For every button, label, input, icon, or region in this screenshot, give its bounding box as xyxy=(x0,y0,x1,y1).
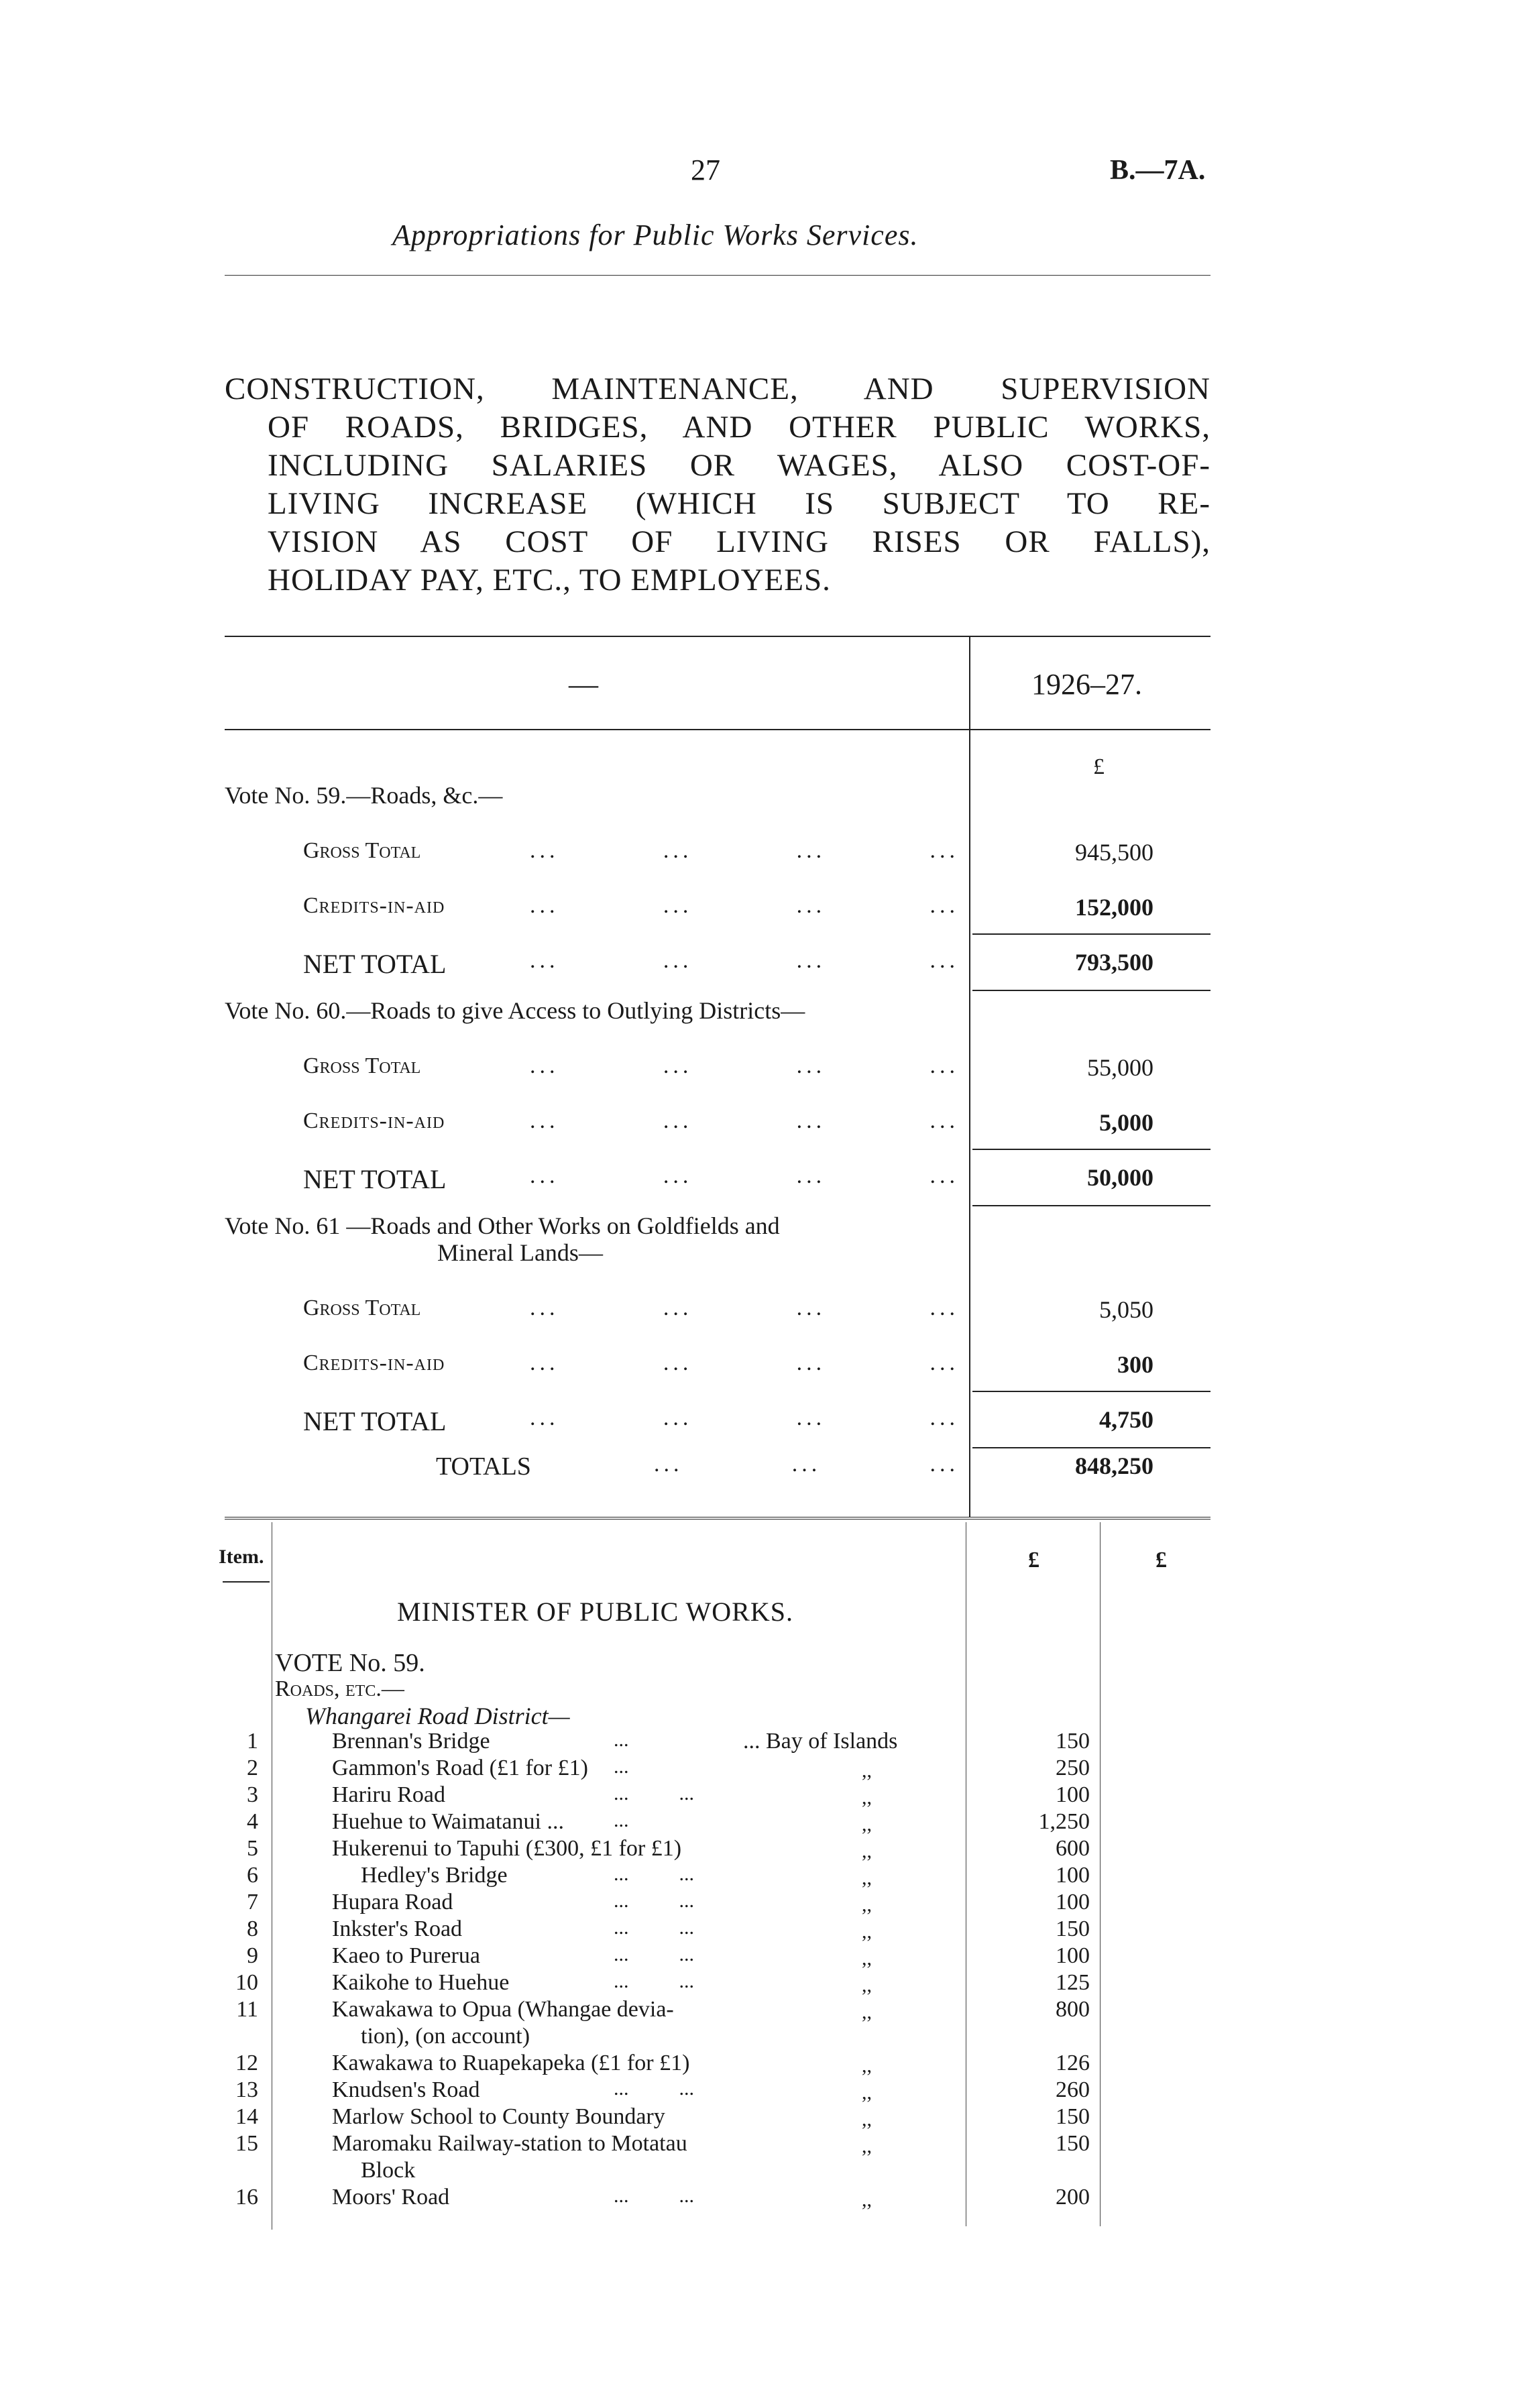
subtotal-rule xyxy=(972,1149,1210,1150)
minister-heading: MINISTER OF PUBLIC WORKS. xyxy=(397,1597,793,1627)
item-county: ,, xyxy=(862,2081,872,2104)
leader-dots: ... ... xyxy=(614,1970,694,1992)
item-description: Kaikohe to Huehue xyxy=(332,1970,510,1995)
summary-header-rule xyxy=(225,729,1210,730)
item-description: Hedley's Bridge xyxy=(361,1863,508,1888)
leader-dots: ... xyxy=(614,1809,629,1831)
pound-column-header-1: £ xyxy=(1028,1548,1039,1572)
item-number: 10 xyxy=(235,1970,258,1995)
heading-line: VISION AS COST OF LIVING RISES OR FALLS), xyxy=(268,524,1210,559)
item-amount: 1,250 xyxy=(1038,1809,1090,1834)
item-county: ,, xyxy=(862,2055,872,2077)
net-total-label: NET TOTAL xyxy=(303,1164,447,1194)
totals-label: TOTALS xyxy=(436,1452,531,1481)
item-amount: 125 xyxy=(1056,1970,1090,1995)
roads-subheading: Roads, etc.— xyxy=(275,1676,404,1701)
leader-dots: ... ... xyxy=(614,1890,694,1912)
summary-bottom-rule xyxy=(225,1517,1210,1520)
item-number: 16 xyxy=(235,2185,258,2210)
item-description: Moors' Road xyxy=(332,2185,450,2210)
item-description: Hariru Road xyxy=(332,1782,446,1807)
item-number: 14 xyxy=(235,2104,258,2129)
credits-in-aid-label: Credits-in-aid xyxy=(303,893,445,918)
net-total-rule xyxy=(972,990,1210,991)
leader-dots: ... ... xyxy=(614,1863,694,1885)
summary-year-header: 1926–27. xyxy=(1031,668,1142,701)
item-county: ,, xyxy=(862,1894,872,1916)
item-county: ,, xyxy=(862,1840,872,1862)
item-county: ,, xyxy=(862,1786,872,1809)
heading-line: CONSTRUCTION, MAINTENANCE, AND SUPERVISION xyxy=(225,371,1210,406)
item-number: 6 xyxy=(247,1863,258,1888)
summary-col-dash: — xyxy=(569,668,598,701)
leader-dots: ... ... ... ... xyxy=(530,1053,959,1078)
item-amount: 250 xyxy=(1056,1756,1090,1780)
leader-dots: ... ... xyxy=(614,2077,694,2100)
item-description: Maromaku Railway-station to Motatau xyxy=(332,2131,687,2156)
item-description: Knudsen's Road xyxy=(332,2077,480,2102)
gross-total-label: Gross Total xyxy=(303,1296,421,1320)
item-description: Kawakawa to Ruapekapeka (£1 for £1) xyxy=(332,2051,690,2075)
item-number: 9 xyxy=(247,1943,258,1968)
credits-in-aid-label: Credits-in-aid xyxy=(303,1108,445,1133)
item-description: Marlow School to County Boundary xyxy=(332,2104,665,2129)
leader-dots: ... ... ... ... xyxy=(530,893,959,918)
item-description: Inkster's Road xyxy=(332,1916,463,1941)
item-amount: 150 xyxy=(1056,1916,1090,1941)
credits-in-aid-value: 300 xyxy=(1117,1351,1153,1378)
pound-column-header-2: £ xyxy=(1156,1548,1167,1572)
credits-in-aid-value: 152,000 xyxy=(1075,894,1153,921)
item-number: 5 xyxy=(247,1836,258,1861)
leader-dots: ... xyxy=(614,1756,629,1778)
item-county: ,, xyxy=(862,2001,872,2023)
item-number: 11 xyxy=(236,1997,258,2022)
item-amount: 100 xyxy=(1056,1890,1090,1914)
gross-total-label: Gross Total xyxy=(303,1053,421,1078)
leader-dots: ... ... ... ... xyxy=(530,948,959,973)
item-county: ,, xyxy=(862,1867,872,1889)
item-amount: 800 xyxy=(1056,1997,1090,2022)
item-county: ,, xyxy=(862,2189,872,2211)
item-number: 15 xyxy=(235,2131,258,2156)
net-total-label: NET TOTAL xyxy=(303,1406,447,1436)
item-amount: 260 xyxy=(1056,2077,1090,2102)
item-header-underline xyxy=(223,1581,270,1583)
heading-line: LIVING INCREASE (WHICH IS SUBJECT TO RE- xyxy=(268,486,1210,521)
summary-divider xyxy=(969,637,970,1517)
item-number: 7 xyxy=(247,1890,258,1914)
leader-dots: ... ... ... ... xyxy=(530,1406,959,1430)
leader-dots: ... ... ... xyxy=(654,1452,959,1477)
item-county: ,, xyxy=(862,2135,872,2157)
item-description-continuation: Block xyxy=(361,2158,416,2183)
leader-dots: ... ... ... ... xyxy=(530,1296,959,1320)
item-county: ,, xyxy=(862,2108,872,2130)
net-total-rule xyxy=(972,1205,1210,1206)
header-rule xyxy=(225,275,1210,276)
gross-total-label: Gross Total xyxy=(303,838,421,863)
gross-total-value: 5,050 xyxy=(1099,1296,1153,1323)
leader-dots: ... ... ... ... xyxy=(530,838,959,863)
vote-title: Vote No. 61 —Roads and Other Works on Goldfields and xyxy=(225,1212,780,1239)
heading-line: OF ROADS, BRIDGES, AND OTHER PUBLIC WORKS, xyxy=(268,410,1210,445)
item-number: 3 xyxy=(247,1782,258,1807)
net-total-value: 793,500 xyxy=(1075,949,1153,976)
subtotal-rule xyxy=(972,933,1210,935)
gross-total-value: 55,000 xyxy=(1087,1054,1153,1081)
item-number: 4 xyxy=(247,1809,258,1834)
item-amount: 126 xyxy=(1056,2051,1090,2075)
item-amount: 150 xyxy=(1056,1729,1090,1754)
item-description: Hupara Road xyxy=(332,1890,453,1914)
leader-dots: ... xyxy=(614,1729,629,1751)
credits-in-aid-label: Credits-in-aid xyxy=(303,1351,445,1375)
item-county: ,, xyxy=(862,1947,872,1969)
item-description: Gammon's Road (£1 for £1) xyxy=(332,1756,588,1780)
page-number: 27 xyxy=(691,154,720,186)
item-amount: 100 xyxy=(1056,1782,1090,1807)
subtotal-rule xyxy=(972,1391,1210,1392)
credits-in-aid-value: 5,000 xyxy=(1099,1109,1153,1136)
item-number: 1 xyxy=(247,1729,258,1754)
item-column-header: Item. xyxy=(219,1546,264,1568)
leader-dots: ... ... xyxy=(614,1782,694,1804)
item-number: 12 xyxy=(235,2051,258,2075)
totals-value: 848,250 xyxy=(1075,1452,1153,1479)
summary-currency: £ xyxy=(1093,754,1105,779)
vote-title: Vote No. 59.—Roads, &c.— xyxy=(225,782,503,809)
vote-heading: VOTE No. 59. xyxy=(275,1649,425,1677)
item-amount: 100 xyxy=(1056,1863,1090,1888)
leader-dots: ... ... xyxy=(614,1943,694,1965)
running-title: Appropriations for Public Works Services. xyxy=(392,219,919,251)
item-description: Brennan's Bridge xyxy=(332,1729,490,1754)
item-county: ,, xyxy=(862,1760,872,1782)
gross-total-value: 945,500 xyxy=(1075,839,1153,866)
leader-dots: ... ... ... ... xyxy=(530,1108,959,1133)
item-description: Kawakawa to Opua (Whangae devia- xyxy=(332,1997,674,2022)
document-reference: B.—7A. xyxy=(1110,155,1206,186)
leader-dots: ... ... xyxy=(614,2185,694,2207)
heading-line: HOLIDAY PAY, ETC., TO EMPLOYEES. xyxy=(268,563,831,597)
item-description: Huehue to Waimatanui ... xyxy=(332,1809,564,1834)
section-heading xyxy=(225,370,1210,599)
item-amount: 100 xyxy=(1056,1943,1090,1968)
item-number: 8 xyxy=(247,1916,258,1941)
items-right-divider xyxy=(1100,1522,1101,2226)
leader-dots: ... ... ... ... xyxy=(530,1351,959,1375)
net-total-label: NET TOTAL xyxy=(303,949,447,979)
item-description-continuation: tion), (on account) xyxy=(361,2024,530,2049)
vote-title: Vote No. 60.—Roads to give Access to Outlying Districts— xyxy=(225,997,805,1024)
item-county: ,, xyxy=(862,1920,872,1943)
district-subheading: Whangarei Road District— xyxy=(305,1703,570,1729)
item-amount: 600 xyxy=(1056,1836,1090,1861)
item-county: ,, xyxy=(862,1813,872,1835)
summary-top-rule xyxy=(225,636,1210,637)
item-description: Hukerenui to Tapuhi (£300, £1 for £1) xyxy=(332,1836,682,1861)
item-county: ,, xyxy=(862,1974,872,1996)
item-amount: 200 xyxy=(1056,2185,1090,2210)
item-amount: 150 xyxy=(1056,2131,1090,2156)
item-number: 13 xyxy=(235,2077,258,2102)
item-number: 2 xyxy=(247,1756,258,1780)
item-amount: 150 xyxy=(1056,2104,1090,2129)
vote-title-continuation: Mineral Lands— xyxy=(437,1239,603,1266)
net-total-value: 50,000 xyxy=(1087,1164,1153,1191)
item-county: ... Bay of Islands xyxy=(743,1729,898,1754)
leader-dots: ... ... xyxy=(614,1916,694,1939)
heading-line: INCLUDING SALARIES OR WAGES, ALSO COST-OF- xyxy=(268,448,1210,483)
net-total-value: 4,750 xyxy=(1099,1406,1153,1433)
net-total-rule xyxy=(972,1447,1210,1448)
item-description: Kaeo to Purerua xyxy=(332,1943,480,1968)
leader-dots: ... ... ... ... xyxy=(530,1163,959,1188)
